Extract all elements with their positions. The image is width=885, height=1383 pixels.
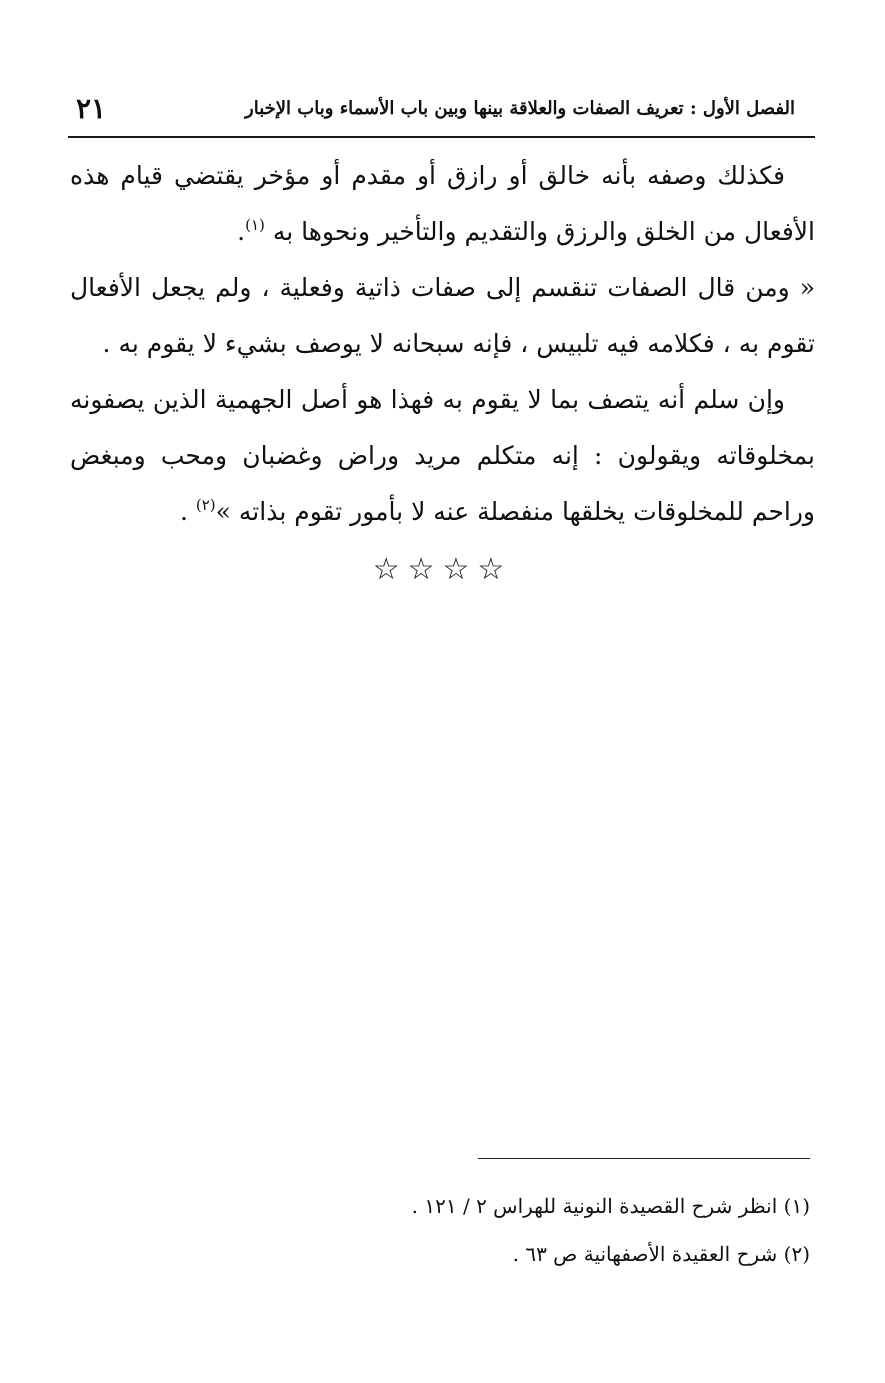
section-separator-stars: ☆☆☆☆ [372, 552, 513, 587]
paragraph-1 [70, 148, 815, 260]
paragraph-2: « ومن قال الصفات تنقسم إلى صفات ذاتية وفعلية ، ولم يجعل الأفعال تقوم به ، فكلامه فيه تلبيس ، فإنه سبحانه لا يوصف بشيء لا يقوم به . [70, 273, 815, 358]
footnote-1: (١) انظر شرح القصيدة النونية للهراس ٢ / ١٢١ . [411, 1194, 810, 1218]
footnote-ref-1: (١) [245, 216, 265, 234]
paragraph-1-end: . [237, 217, 246, 246]
paragraph-3 [70, 372, 815, 540]
footnote-divider [478, 1158, 810, 1159]
main-text [70, 148, 815, 540]
page-number: ٢١ [76, 92, 107, 125]
paragraph-1-text: فكذلك وصفه بأنه خالق أو رازق أو مقدم أو مؤخر يقتضي قيام هذه الأفعال من الخلق والرزق والتقديم والتأخير ونحوها به [70, 161, 815, 246]
footnotes [300, 1182, 810, 1278]
footnote-ref-2: (٢) [195, 496, 216, 514]
paragraph-3-text: وإن سلم أنه يتصف بما لا يقوم به فهذا هو أصل الجهمية الذين يصفونه بمخلوقاته ويقولون : إنه متكلم مريد وراض وغضبان ومحب ومبغض وراحم للمخلوقات يخلقها منفصلة عنه لا بأمور تقوم بذاته » [70, 385, 815, 526]
paragraph-3-end: . [179, 497, 196, 526]
page-header [68, 92, 815, 138]
footnote-2: (٢) شرح العقيدة الأصفهانية ص ٦٣ . [512, 1242, 810, 1266]
running-title: الفصل الأول : تعريف الصفات والعلاقة بينها وبين باب الأسماء وباب الإخبار [245, 98, 795, 119]
